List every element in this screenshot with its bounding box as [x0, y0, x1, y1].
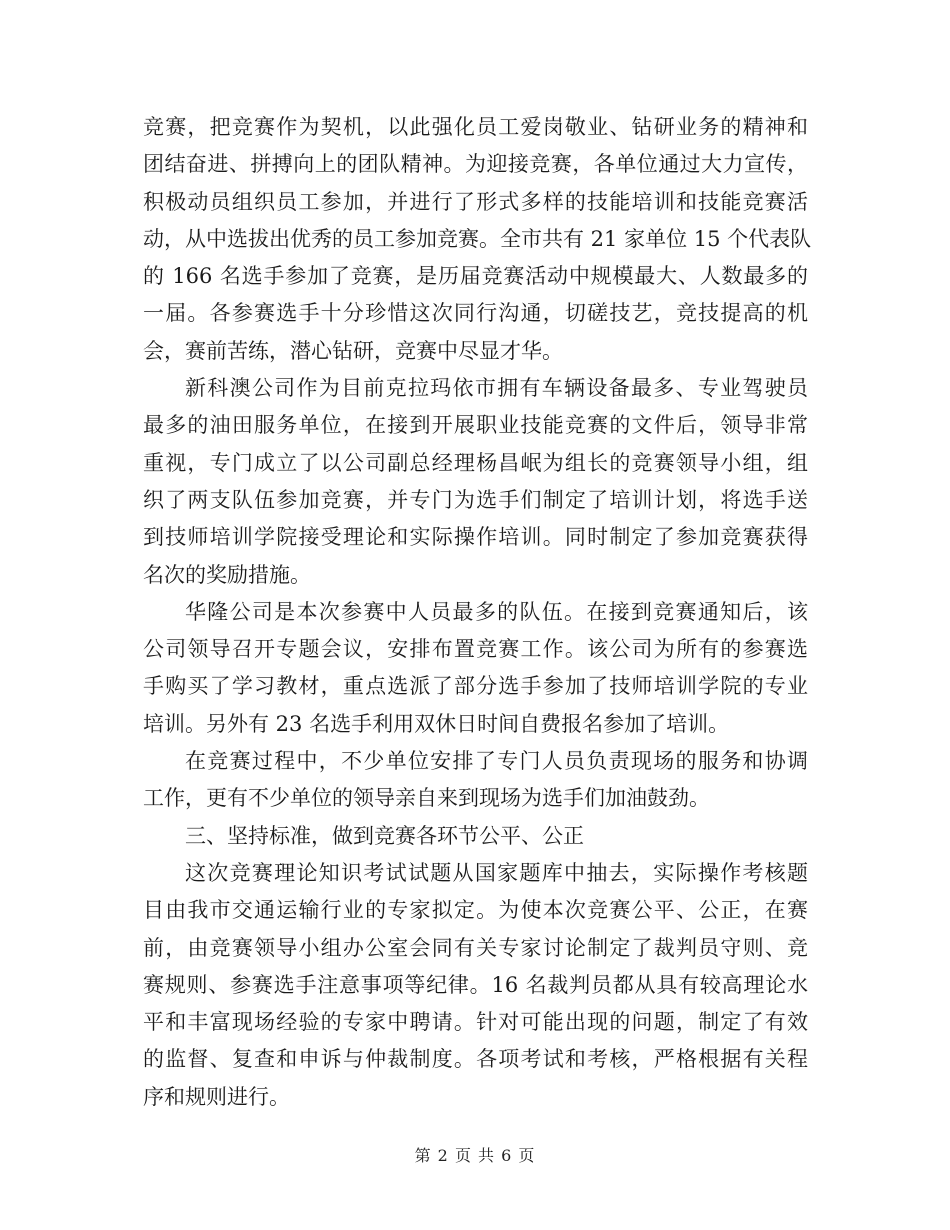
text-line: 织了两支队伍参加竞赛，并专门为选手们制定了培训计划，将选手送: [143, 487, 808, 512]
text-line: 一届。各参赛选手十分珍惜这次同行沟通，切磋技艺，竞技提高的机: [143, 301, 808, 326]
text-line: 赛规则、参赛选手注意事项等纪律。16 名裁判员都从具有较高理论水: [143, 972, 808, 997]
text-line: 手购买了学习教材，重点选派了部分选手参加了技师培训学院的专业: [143, 674, 808, 699]
text-line: 的 166 名选手参加了竞赛，是历届竞赛活动中规模最大、人数最多的: [143, 264, 808, 289]
text-line: 序和规则进行。: [143, 1084, 290, 1109]
text-line: 最多的油田服务单位，在接到开展职业技能竞赛的文件后，领导非常: [143, 413, 808, 438]
text-line: 重视，专门成立了以公司副总经理杨昌岷为组长的竞赛领导小组，组: [143, 450, 808, 475]
text-line: 竞赛，把竞赛作为契机，以此强化员工爱岗敬业、钻研业务的精神和: [143, 115, 808, 139]
text-line: 新科澳公司作为目前克拉玛依市拥有车辆设备最多、专业驾驶员: [185, 376, 808, 401]
text-line: 华隆公司是本次参赛中人员最多的队伍。在接到竞赛通知后，该: [185, 599, 808, 624]
document-body: [143, 109, 812, 1116]
page-number-footer: 第 2 页 共 6 页: [414, 1146, 536, 1165]
text-line: 这次竞赛理论知识考试试题从国家题库中抽去，实际操作考核题: [185, 860, 808, 885]
text-line: 团结奋进、拼搏向上的团队精神。为迎接竞赛，各单位通过大力宣传，: [143, 152, 808, 177]
text-line: 平和丰富现场经验的专家中聘请。针对可能出现的问题，制定了有效: [143, 1010, 808, 1035]
text-line: 积极动员组织员工参加，并进行了形式多样的技能培训和技能竞赛活: [143, 189, 808, 214]
text-line: 的监督、复查和申诉与仲裁制度。各项考试和考核，严格根据有关程: [143, 1047, 808, 1072]
text-line: 前，由竞赛领导小组办公室会同有关专家讨论制定了裁判员守则、竞: [143, 935, 808, 960]
text-line: 名次的奖励措施。: [143, 562, 311, 587]
text-line: 公司领导召开专题会议，安排布置竞赛工作。该公司为所有的参赛选: [143, 637, 808, 662]
text-line: 动，从中选拔出优秀的员工参加竞赛。全市共有 21 家单位 15 个代表队: [143, 226, 812, 251]
text-line: 到技师培训学院接受理论和实际操作培训。同时制定了参加竞赛获得: [143, 525, 808, 550]
text-line: 培训。另外有 23 名选手利用双休日时间自费报名参加了培训。: [143, 711, 730, 736]
text-line: 目由我市交通运输行业的专家拟定。为使本次竞赛公平、公正，在赛: [143, 898, 808, 923]
text-line: 会，赛前苦练，潜心钻研，竞赛中尽显才华。: [143, 338, 563, 363]
text-line: 三、坚持标准，做到竞赛各环节公平、公正: [185, 823, 584, 848]
text-line: 工作，更有不少单位的领导亲自来到现场为选手们加油鼓劲。: [143, 786, 710, 811]
text-line: 在竞赛过程中，不少单位安排了专门人员负责现场的服务和协调: [185, 749, 808, 774]
